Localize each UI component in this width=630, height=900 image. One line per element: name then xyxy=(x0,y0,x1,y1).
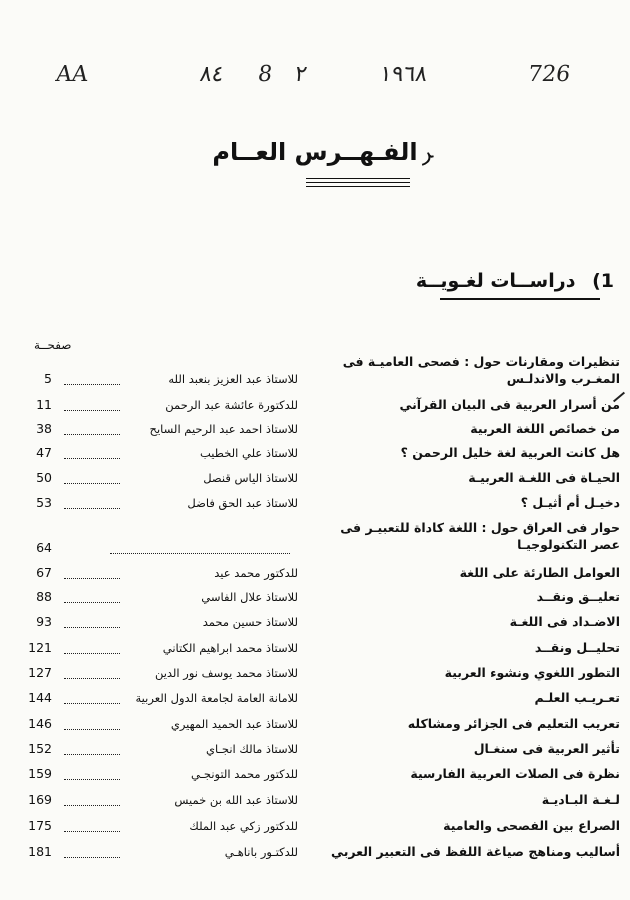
toc-entry xyxy=(0,792,630,814)
leader-dots xyxy=(64,779,120,780)
entry-page: 64 xyxy=(36,540,52,555)
section-number: 1) xyxy=(592,270,614,292)
entry-author: للدكتورة عائشة عبد الرحمن xyxy=(165,398,298,412)
title-rule xyxy=(306,182,410,183)
leader-dots xyxy=(64,434,120,435)
toc-entry xyxy=(0,741,630,763)
handwritten-note: ٨٤ xyxy=(198,62,226,87)
leader-dots xyxy=(64,410,120,411)
leader-dots xyxy=(64,384,120,385)
entry-page: 5 xyxy=(44,371,52,386)
title-rule xyxy=(306,178,410,179)
entry-title: من أسرار العربية فى البيان القرآني xyxy=(399,397,620,412)
handwritten-note: ٢ xyxy=(293,62,309,87)
toc-entry xyxy=(0,614,630,636)
leader-dots xyxy=(64,831,120,832)
entry-page: 53 xyxy=(36,495,52,510)
entry-page: 181 xyxy=(28,844,52,859)
entry-page: 169 xyxy=(28,792,52,807)
leader-dots xyxy=(64,805,120,806)
toc-entry xyxy=(0,397,630,419)
entry-author: للاستاذ عبد العزيز بنعبد الله xyxy=(168,372,298,386)
toc-entry xyxy=(0,690,630,712)
entry-author: للدكتور محمد التونجـي xyxy=(190,767,298,781)
leader-dots xyxy=(64,458,120,459)
handwritten-mark: ﺮ xyxy=(416,138,436,167)
entry-title-continued: المغـرب والاندلـس xyxy=(506,371,620,386)
entry-title: تعليــق ونقــد xyxy=(536,589,620,604)
entry-author: للدكتـور باناهـي xyxy=(224,845,298,859)
entry-title-continued: عصر التكنولوجيـا xyxy=(517,537,620,552)
leader-dots xyxy=(64,602,120,603)
leader-dots xyxy=(110,553,290,554)
leader-dots xyxy=(64,754,120,755)
entry-author: للاستاذ احمد عبد الرحيم السايح xyxy=(149,422,298,436)
entry-page: 38 xyxy=(36,421,52,436)
entry-author: للدكتور محمد عيد xyxy=(214,566,298,580)
entry-author: للاستاذ علال الفاسي xyxy=(201,590,298,604)
entry-author: للاستاذ محمد ابراهيم الكتاني xyxy=(162,641,298,655)
toc-entry xyxy=(0,766,630,788)
entry-title: الاضـداد فى اللغـة xyxy=(509,614,620,629)
entry-page: 67 xyxy=(36,565,52,580)
leader-dots xyxy=(64,653,120,654)
entry-page: 121 xyxy=(28,640,52,655)
title-rule xyxy=(306,186,410,187)
entry-author: للاستاذ علي الخطيب xyxy=(200,446,298,460)
section-rule xyxy=(440,298,600,300)
entry-title: العوامل الطارئة على اللغة xyxy=(459,565,620,580)
leader-dots xyxy=(64,703,120,704)
entry-page: 47 xyxy=(36,445,52,460)
handwritten-note: 8 xyxy=(256,62,274,87)
entry-title: دخيـل أم أثيـل ؟ xyxy=(520,495,620,510)
entry-title: الحيـاة فى اللغـة العربيـة xyxy=(468,470,620,485)
toc-entry xyxy=(0,495,630,517)
toc-entry xyxy=(0,640,630,662)
toc-entry xyxy=(0,421,630,443)
entry-title: أساليب ومناهج صياغة اللفظ فى التعبير العربي xyxy=(331,844,620,859)
entry-page: 127 xyxy=(28,665,52,680)
entry-author: للاستاذ عبد الحق فاضل xyxy=(187,496,298,510)
leader-dots xyxy=(64,678,120,679)
entry-author: للاستاذ حسين محمد xyxy=(202,615,298,629)
toc-entry xyxy=(0,565,630,587)
toc-entry xyxy=(0,470,630,492)
entry-author: للاستاذ الياس قنصل xyxy=(203,471,298,485)
entry-title: حوار فى العراق حول : اللغة كاداة للتعبيـر فى xyxy=(340,520,620,535)
entry-title: الصراع بين الفصحى والعامية xyxy=(443,818,620,833)
leader-dots xyxy=(64,857,120,858)
entry-title: تحليــل ونقــد xyxy=(534,640,620,655)
toc-entry xyxy=(0,844,630,866)
entry-page: 152 xyxy=(28,741,52,756)
page-column-label: صفحــة xyxy=(34,338,72,352)
toc-entry xyxy=(0,716,630,738)
toc-entry xyxy=(0,665,630,687)
entry-author: للاستاذ محمد يوسف نور الدين xyxy=(154,666,298,680)
section-title: دراســات لغـويــة xyxy=(415,270,576,292)
page-title: الفـهــرس العــام xyxy=(212,138,418,166)
entry-page: 144 xyxy=(28,690,52,705)
entry-page: 146 xyxy=(28,716,52,731)
entry-page: 159 xyxy=(28,766,52,781)
entry-title: تنظيرات ومقارنات حول : فصحى العاميـة فى xyxy=(342,354,620,369)
entry-page: 93 xyxy=(36,614,52,629)
leader-dots xyxy=(64,508,120,509)
leader-dots xyxy=(64,483,120,484)
entry-author: للاستاذ عبد الحميد المهيري xyxy=(170,717,298,731)
toc-entry xyxy=(0,445,630,467)
handwritten-note: AA xyxy=(54,62,90,87)
entry-page: 88 xyxy=(36,589,52,604)
entry-title: تعريب التعليم فى الجزائر ومشاكله xyxy=(407,716,620,731)
leader-dots xyxy=(64,627,120,628)
entry-author: للاستاذ مالك انجـاي xyxy=(206,742,298,756)
entry-title: تعـريـب العلـم xyxy=(534,690,620,705)
entry-author: للاستاذ عبد الله بن خميس xyxy=(174,793,298,807)
entry-title: هل كانت العربية لغة خليل الرحمن ؟ xyxy=(400,445,620,460)
entry-author: للدكتور زكي عبد الملك xyxy=(189,819,298,833)
section-heading xyxy=(416,270,614,292)
entry-page: 11 xyxy=(36,397,52,412)
toc-entry xyxy=(0,354,630,386)
entry-author: للامانة العامة لجامعة الدول العربية xyxy=(135,691,298,705)
toc-entry xyxy=(0,589,630,611)
entry-title: تأثير العربية فى سنغـال xyxy=(473,741,620,756)
entry-title: التطور اللغوي ونشوء العربية xyxy=(444,665,620,680)
entry-title: لـغـة البـاديـة xyxy=(541,792,620,807)
entry-page: 175 xyxy=(28,818,52,833)
handwritten-note: ١٩٦٨ xyxy=(378,62,430,87)
entry-title: نظرة فى الصلات العربية الفارسية xyxy=(410,766,620,781)
toc-entry xyxy=(0,520,630,555)
leader-dots xyxy=(64,729,120,730)
handwritten-note: 726 xyxy=(526,62,572,87)
entry-page: 50 xyxy=(36,470,52,485)
toc-entry xyxy=(0,818,630,840)
leader-dots xyxy=(64,578,120,579)
entry-title: من خصائص اللغة العربية xyxy=(470,421,620,436)
